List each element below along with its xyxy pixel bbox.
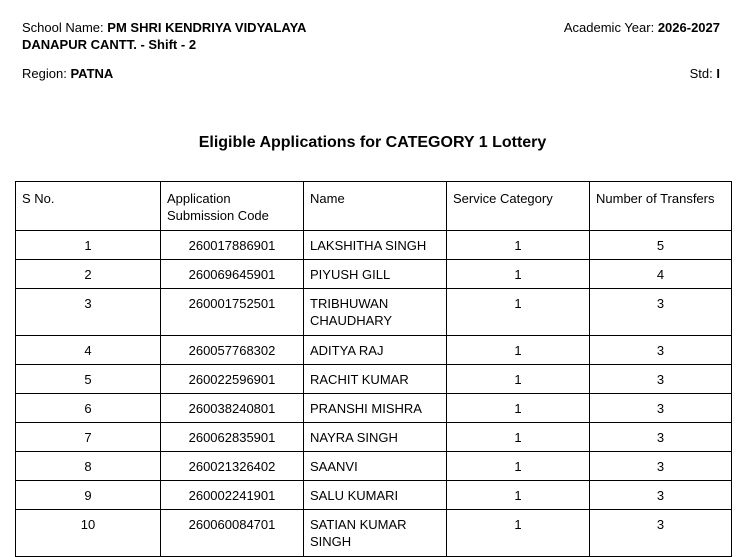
table-row <box>16 260 732 289</box>
table-row <box>16 365 732 394</box>
cell-name-line1: NAYRA SINGH <box>310 430 398 445</box>
cell-name <box>304 423 447 452</box>
table-row <box>16 510 732 557</box>
applications-table <box>15 181 732 557</box>
table-row <box>16 336 732 365</box>
cell-name-line2: CHAUDHARY <box>310 313 393 328</box>
page-title: Eligible Applications for CATEGORY 1 Lottery <box>198 134 547 151</box>
cell-name-line1: TRIBHUWAN <box>310 296 389 311</box>
table-row <box>16 231 732 260</box>
school-name-line2: DANAPUR CANTT. - Shift - 2 <box>22 37 197 52</box>
region-value: PATNA <box>70 66 114 81</box>
cell-code: 260038240801 <box>161 394 304 423</box>
cell-service: 1 <box>447 423 590 452</box>
cell-sno: 5 <box>16 365 161 394</box>
column-header-transfers: Number of Transfers <box>590 182 732 231</box>
cell-transfers: 3 <box>590 336 732 365</box>
column-header-service: Service Category <box>447 182 590 231</box>
academic-year-label: Academic Year: <box>563 20 655 35</box>
cell-service: 1 <box>447 452 590 481</box>
school-name-block <box>22 19 306 53</box>
cell-name-line1: PIYUSH GILL <box>310 267 391 282</box>
cell-sno: 2 <box>16 260 161 289</box>
std-value: I <box>716 66 720 81</box>
cell-sno: 7 <box>16 423 161 452</box>
region-label: Region: <box>22 66 67 81</box>
cell-code: 260060084701 <box>161 510 304 557</box>
cell-service: 1 <box>447 510 590 557</box>
cell-name <box>304 394 447 423</box>
cell-name-line2: SINGH <box>310 534 352 549</box>
table-header-row <box>16 182 732 231</box>
cell-name-line1: SATIAN KUMAR <box>310 517 407 532</box>
column-header-code-line2: Submission Code <box>167 208 269 223</box>
cell-sno: 9 <box>16 481 161 510</box>
cell-transfers: 3 <box>590 394 732 423</box>
cell-service: 1 <box>447 365 590 394</box>
cell-sno: 1 <box>16 231 161 260</box>
cell-service: 1 <box>447 336 590 365</box>
cell-sno: 4 <box>16 336 161 365</box>
school-name-line1: PM SHRI KENDRIYA VIDYALAYA <box>107 20 307 35</box>
cell-transfers: 3 <box>590 510 732 557</box>
table-row <box>16 289 732 336</box>
std-block <box>690 65 720 82</box>
school-label: School Name: <box>22 20 104 35</box>
cell-code: 260002241901 <box>161 481 304 510</box>
cell-sno: 6 <box>16 394 161 423</box>
cell-name-line1: SAANVI <box>310 459 358 474</box>
cell-name-line1: RACHIT KUMAR <box>310 372 409 387</box>
table-row <box>16 394 732 423</box>
cell-code: 260062835901 <box>161 423 304 452</box>
std-label: Std: <box>689 66 713 81</box>
cell-name <box>304 260 447 289</box>
cell-service: 1 <box>447 481 590 510</box>
cell-service: 1 <box>447 231 590 260</box>
cell-transfers: 3 <box>590 289 732 336</box>
cell-code: 260022596901 <box>161 365 304 394</box>
cell-name-line1: PRANSHI MISHRA <box>310 401 422 416</box>
cell-sno: 8 <box>16 452 161 481</box>
cell-service: 1 <box>447 289 590 336</box>
cell-sno: 3 <box>16 289 161 336</box>
academic-year-block <box>564 19 720 36</box>
cell-code: 260057768302 <box>161 336 304 365</box>
cell-transfers: 3 <box>590 423 732 452</box>
column-header-sno: S No. <box>16 182 161 231</box>
cell-name <box>304 365 447 394</box>
cell-transfers: 3 <box>590 452 732 481</box>
cell-service: 1 <box>447 394 590 423</box>
cell-code: 260021326402 <box>161 452 304 481</box>
cell-code: 260069645901 <box>161 260 304 289</box>
cell-service: 1 <box>447 260 590 289</box>
column-header-code <box>161 182 304 231</box>
cell-name <box>304 481 447 510</box>
cell-name <box>304 510 447 557</box>
cell-name-line1: SALU KUMARI <box>310 488 399 503</box>
academic-year-value: 2026-2027 <box>657 20 720 35</box>
cell-transfers: 3 <box>590 365 732 394</box>
cell-transfers: 4 <box>590 260 732 289</box>
cell-transfers: 5 <box>590 231 732 260</box>
column-header-code-line1: Application <box>167 191 231 206</box>
cell-sno: 10 <box>16 510 161 557</box>
table-row <box>16 452 732 481</box>
table-row <box>16 423 732 452</box>
column-header-name: Name <box>304 182 447 231</box>
region-block <box>22 65 113 82</box>
cell-code: 260001752501 <box>161 289 304 336</box>
cell-name <box>304 452 447 481</box>
cell-name-line1: LAKSHITHA SINGH <box>310 238 427 253</box>
cell-code: 260017886901 <box>161 231 304 260</box>
cell-name <box>304 231 447 260</box>
table-row <box>16 481 732 510</box>
cell-name <box>304 336 447 365</box>
cell-name <box>304 289 447 336</box>
cell-name-line1: ADITYA RAJ <box>310 343 384 358</box>
cell-transfers: 3 <box>590 481 732 510</box>
